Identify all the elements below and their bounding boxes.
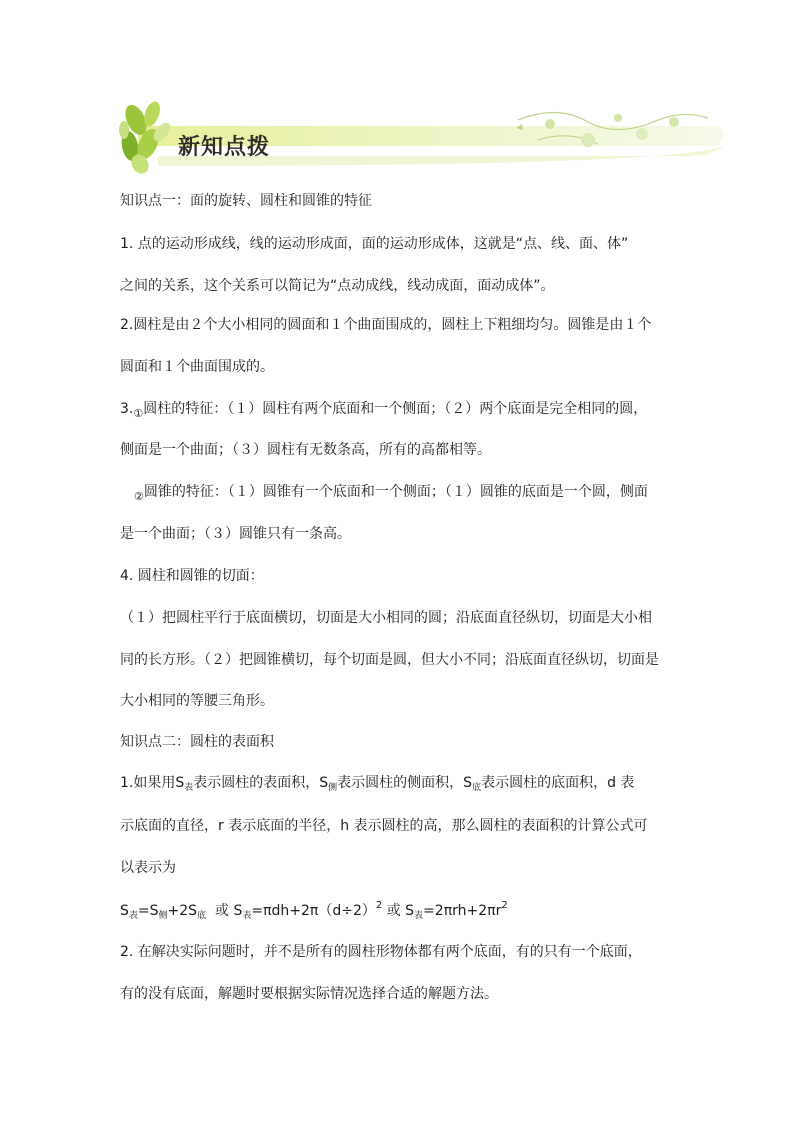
- paragraph-7-line-2: 有的没有底面，解题时要根据实际情况选择合适的解题方法。: [120, 986, 498, 1002]
- paragraph-6-line-2: 示底面的直径，r 表示底面的半径，h 表示圆柱的高，那么圆柱的表面积的计算公式可: [120, 818, 648, 834]
- formula-subscript: 底: [197, 911, 207, 921]
- paragraph-7-line-1: 2. 在解决实际问题时，并不是所有的圆柱形物体都有两个底面，有的只有一个底面，: [120, 944, 642, 960]
- paragraph-5-line-2: 同的长方形。（２）把圆锥横切，每个切面是圆，但大小不同；沿底面直径纵切，切面是: [120, 652, 659, 668]
- paragraph-1-line-2: 之间的关系，这个关系可以简记为“点动成线，线动成面，面动成体”。: [120, 278, 555, 294]
- formula-subscript: 表: [128, 911, 138, 921]
- paragraph-5-title: 4. 圆柱和圆锥的切面：: [120, 568, 264, 584]
- paragraph-3-text: 圆柱的特征：（１）圆柱有两个底面和一个侧面；（２）两个底面是完全相同的圆，: [143, 401, 648, 417]
- formula-subscript: 侧: [158, 911, 168, 921]
- knowledge-point-1-heading: 知识点一：面的旋转、圆柱和圆锥的特征: [120, 193, 372, 209]
- paragraph-4-line-2: 是一个曲面；（３）圆锥只有一条高。: [120, 526, 351, 542]
- subscript-di: 底: [472, 783, 482, 793]
- formula-subscript: 表: [242, 911, 252, 921]
- banner-title: 新知点拨: [178, 135, 271, 160]
- formula-part: +2S: [167, 903, 198, 919]
- p6-text-a: 1.如果用: [120, 775, 176, 791]
- knowledge-point-2-heading: 知识点二：圆柱的表面积: [120, 734, 274, 750]
- formula-part: 或 S: [206, 903, 243, 919]
- paragraph-3-line-1: [120, 400, 647, 419]
- formula-part: =S: [137, 903, 159, 919]
- paragraph-5-line-3: 大小相同的等腰三角形。: [120, 693, 274, 709]
- paragraph-2-line-1: 2.圆柱是由２个大小相同的圆面和１个曲面围成的，圆柱上下粗细均匀。圆锥是由１个: [120, 317, 652, 333]
- paragraph-3-line-2: 侧面是一个曲面；（３）圆柱有无数条高，所有的高都相等。: [120, 442, 491, 458]
- paragraph-4-text: 圆锥的特征：（１）圆锥有一个底面和一个侧面；（１）圆锥的底面是一个圆，侧面: [143, 484, 648, 500]
- p6-symbol-s: S: [175, 775, 185, 791]
- p6-text-b: 表示圆柱的表面积，S: [193, 775, 329, 791]
- paragraph-5-line-1: （１）把圆柱平行于底面横切，切面是大小相同的圆；沿底面直径纵切，切面是大小相: [120, 610, 652, 626]
- formula-part: S: [120, 903, 129, 919]
- p6-text-d: 表示圆柱的底面积，d 表: [481, 775, 635, 791]
- subscript-ce: 侧: [328, 783, 338, 793]
- circled-two-mark: ②: [134, 490, 144, 503]
- paragraph-4-line-1: [134, 483, 648, 502]
- subscript-biao: 表: [184, 783, 194, 793]
- formula-subscript: 表: [414, 911, 424, 921]
- section-banner: [118, 100, 734, 178]
- paragraph-6-line-3: 以表示为: [120, 860, 176, 876]
- paragraph-1-line-1: 1. 点的运动形成线，线的运动形成面，面的运动形成体，这就是“点、线、面、体”: [120, 236, 629, 252]
- paragraph-6-line-1: [120, 774, 634, 794]
- formula-part: =πdh+2π（d÷2）: [251, 903, 376, 919]
- surface-area-formula: [120, 902, 508, 922]
- formula-part: =2πrh+2πr: [423, 903, 502, 919]
- formula-superscript: 2: [375, 900, 383, 911]
- paragraph-2-line-2: 圆面和１个曲面围成的。: [120, 359, 274, 375]
- circled-one-mark: ①: [133, 407, 144, 420]
- paragraph-3-prefix: 3.: [120, 401, 134, 417]
- p6-text-c: 表示圆柱的侧面积，S: [337, 775, 473, 791]
- formula-part: 或 S: [382, 903, 415, 919]
- formula-superscript: 2: [501, 900, 508, 911]
